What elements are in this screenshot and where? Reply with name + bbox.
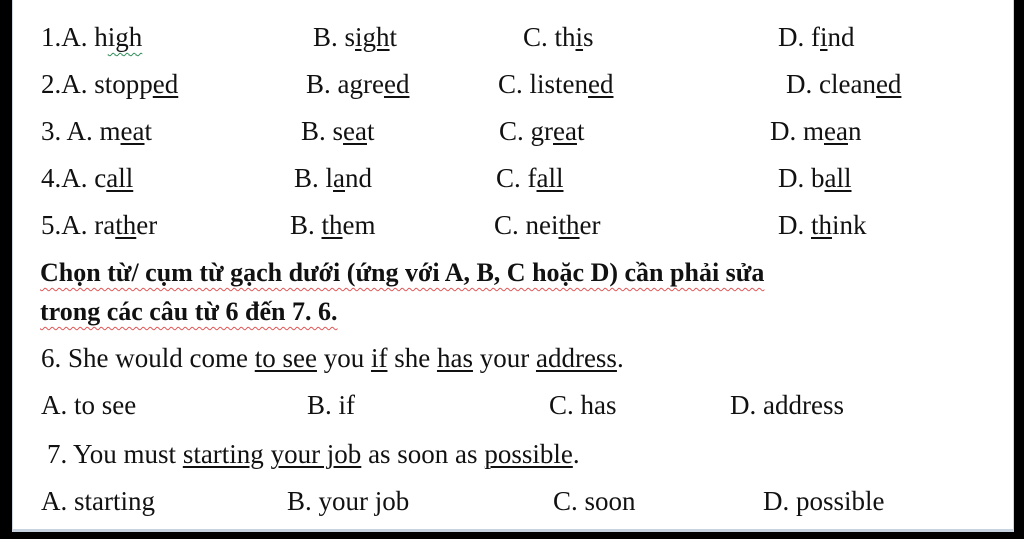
q6-option-d: D. address — [730, 390, 844, 420]
q5-option-c: C. neither — [494, 210, 601, 240]
q3-option-b: B. seat — [301, 116, 375, 146]
question-6-sentence: 6. She would come to see you if she has your address. — [41, 343, 624, 373]
q7-option-a: A. starting — [41, 486, 155, 516]
worksheet-page — [12, 0, 1014, 532]
question-7-sentence: 7. You must starting your job as soon as possible. — [47, 439, 580, 469]
instruction-line-1: Chọn từ/ cụm từ gạch dưới (ứng với A, B, C hoặc D) cần phải sửa — [40, 258, 765, 287]
q2-option-d: D. cleaned — [786, 69, 902, 99]
q4-option-d: D. ball — [778, 163, 852, 193]
question-3 — [13, 111, 1013, 151]
q2-option-a: 2.A. stopped — [41, 69, 179, 99]
q4-option-b: B. land — [294, 163, 372, 193]
question-5 — [13, 205, 1013, 245]
q2-option-b: B. agreed — [306, 69, 410, 99]
question-1 — [13, 17, 1013, 57]
instruction-line-2: trong các câu từ 6 đến 7. 6. — [40, 297, 338, 326]
q6-option-b: B. if — [307, 390, 356, 420]
q6-option-a: A. to see — [41, 390, 137, 420]
q3-option-a: 3. A. meat — [41, 116, 153, 146]
q7-option-c: C. soon — [553, 486, 636, 516]
q4-option-c: C. fall — [496, 163, 564, 193]
question-2 — [13, 64, 1013, 104]
q1-option-d: D. find — [778, 22, 855, 52]
q1-option-b: B. sight — [313, 22, 398, 52]
q6-option-c: C. has — [549, 390, 617, 420]
q3-option-d: D. mean — [770, 116, 862, 146]
q2-option-c: C. listened — [498, 69, 614, 99]
q5-option-a: 5.A. rather — [41, 210, 158, 240]
question-6-options — [13, 385, 1013, 425]
q1-option-c: C. this — [523, 22, 594, 52]
q4-option-a: 4.A. call — [41, 163, 134, 193]
q5-option-d: D. think — [778, 210, 867, 240]
q3-option-c: C. great — [499, 116, 585, 146]
question-4 — [13, 158, 1013, 198]
question-7-options — [13, 481, 1013, 521]
q7-option-b: B. your job — [287, 486, 410, 516]
q5-option-b: B. them — [290, 210, 376, 240]
q7-option-d: D. possible — [763, 486, 885, 516]
q1-option-a: 1.A. high — [41, 22, 143, 52]
